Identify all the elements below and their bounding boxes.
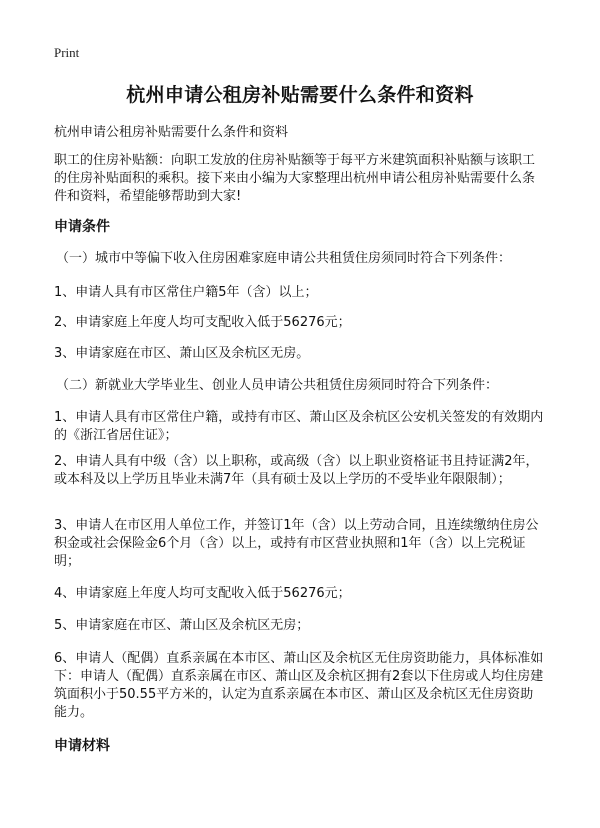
article-subtitle: 杭州申请公租房补贴需要什么条件和资料 [54,125,289,140]
group1-item-1: 1、申请人具有市区常住户籍5年（含）以上； [54,285,318,300]
group2-item-2: 2、申请人具有中级（含）以上职称，或高级（含）以上职业资格证书且持证满2年，或本科及以上学历且毕业未满7年（具有硕士及以上学历的不受毕业年限限制）； [54,454,539,487]
group2-item-3: 3、申请人在市区用人单位工作，并签订1年（含）以上劳动合同，且连续缴纳住房公积金或社会保险金6个月（含）以上，或持有市区营业执照和1年（含）以上完税证明； [54,518,539,569]
group1-item-3: 3、申请家庭在市区、萧山区及余杭区无房。 [54,346,310,361]
print-link[interactable]: Print [54,45,80,60]
intro-paragraph: 职工的住房补贴额：向职工发放的住房补贴额等于每平方米建筑面积补贴额与该职工的住房补贴面积的乘积。接下来由小编为大家整理出杭州申请公租房补贴需要什么条件和资料，希望能够帮助到大家! [54,153,536,204]
group1-intro: （一）城市中等偏下收入住房困难家庭申请公共租赁住房须同时符合下列条件： [56,251,512,266]
group2-intro: （二）新就业大学毕业生、创业人员申请公共租赁住房须同时符合下列条件： [56,378,499,393]
section-heading-materials: 申请材料 [54,738,110,754]
group2-item-6: 6、申请人（配偶）直系亲属在本市区、萧山区及余杭区无住房资助能力，具体标准如下：申请人（配偶）直系亲属在市区、萧山区及余杭区拥有2套以下住房或人均住房建筑面积小于50.55平方米的，认定为直系亲属在本市区、萧山区及余杭区无住房资助能力。 [54,651,544,720]
group1-item-2: 2、申请家庭上年度人均可支配收入低于56276元； [54,315,351,330]
page-title: 杭州申请公租房补贴需要什么条件和资料 [126,84,474,106]
group2-item-1: 1、申请人具有市区常住户籍，或持有市区、萧山区及余杭区公安机关签发的有效期内的《浙江省居住证》； [54,410,544,443]
group2-item-5: 5、申请家庭在市区、萧山区及余杭区无房； [54,618,310,633]
section-heading-conditions: 申请条件 [54,219,110,235]
group2-item-4: 4、申请家庭上年度人均可支配收入低于56276元； [54,586,351,601]
